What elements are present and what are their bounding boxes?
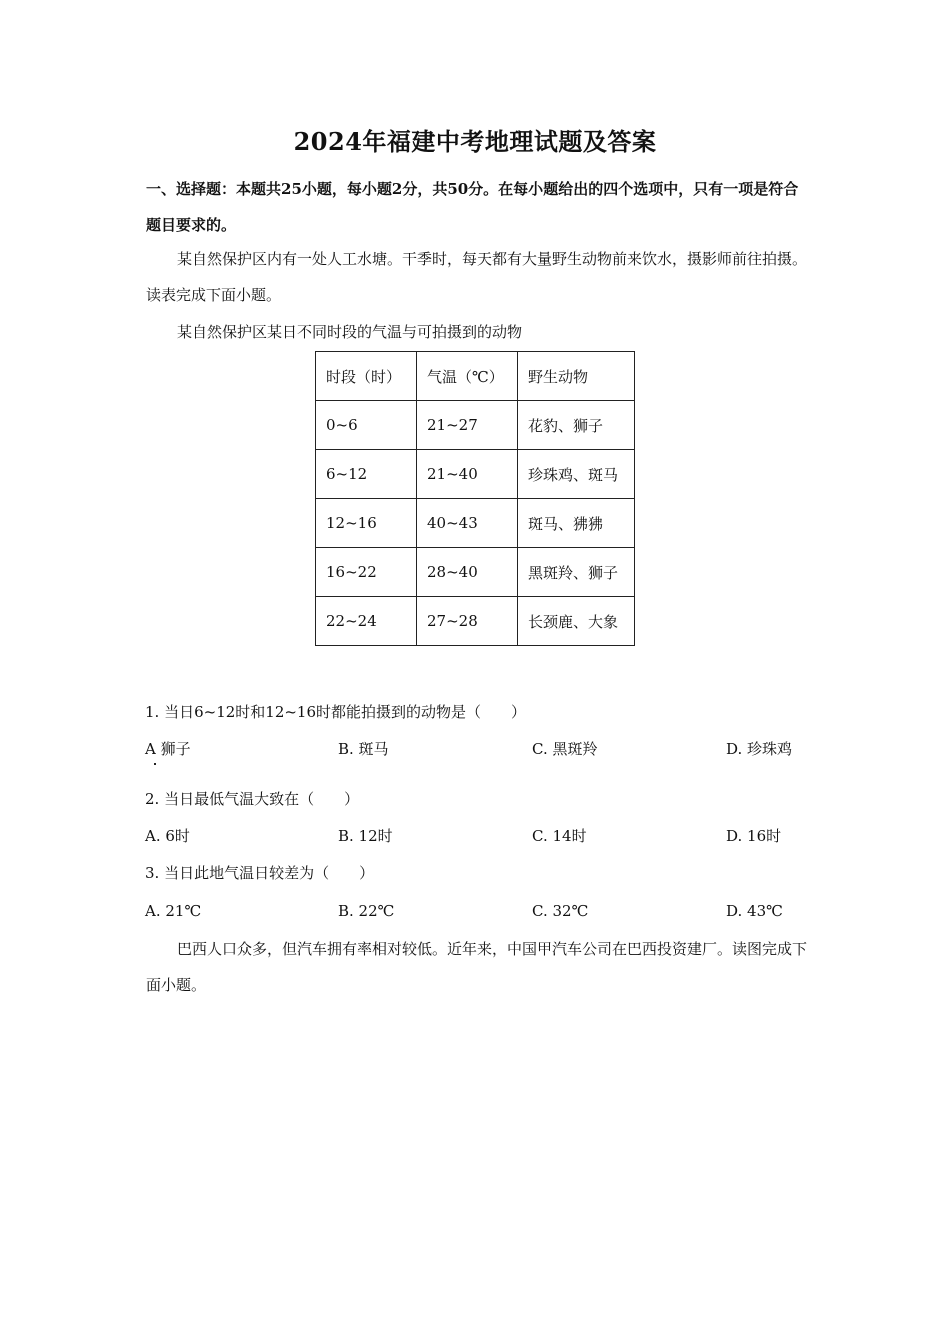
table-cell: 6~12: [316, 450, 417, 499]
question-2-option-a: A. 6时: [145, 827, 190, 845]
table-cell: 21~27: [417, 401, 518, 450]
question-3-option-c: C. 32℃: [532, 902, 589, 920]
question-2-option-b: B. 12时: [338, 827, 393, 845]
table-header-cell: 气温（℃）: [417, 352, 518, 401]
question-1-option-c: C. 黑斑羚: [532, 740, 598, 758]
table-row: [316, 401, 635, 450]
table-caption: 某自然保护区某日不同时段的气温与可拍摄到的动物: [177, 323, 523, 341]
question-3-option-d: D. 43℃: [726, 902, 783, 920]
page-title: 2024年福建中考地理试题及答案: [293, 127, 657, 156]
table-header-cell: 时段（时）: [316, 352, 417, 401]
table-cell: 22~24: [316, 597, 417, 646]
table-cell: 黑斑羚、狮子: [518, 548, 635, 597]
section-heading: 一、选择题：本题共25小题，每小题2分，共50分。在每小题给出的四个选项中，只有一项是符合题目要求的。: [146, 180, 799, 234]
intro-paragraph: 某自然保护区内有一处人工水塘。干季时，每天都有大量野生动物前来饮水，摄影师前往拍摄。读表完成下面小题。: [146, 250, 808, 304]
table-cell: 40~43: [417, 499, 518, 548]
table-cell: 12~16: [316, 499, 417, 548]
question-3-option-b: B. 22℃: [338, 902, 395, 920]
table-header-row: [316, 352, 635, 401]
question-2-option-c: C. 14时: [532, 827, 587, 845]
table-cell: 16~22: [316, 548, 417, 597]
question-1-option-b: B. 斑马: [338, 740, 389, 758]
table-cell: 21~40: [417, 450, 518, 499]
question-1-option-a: A 狮子: [145, 740, 191, 758]
table-row: [316, 450, 635, 499]
table-header-cell: 野生动物: [518, 352, 635, 401]
question-2-options: [145, 825, 825, 847]
stray-dot-mark: [154, 763, 156, 765]
question-1-stem: 1. 当日6~12时和12~16时都能拍摄到的动物是（ ）: [145, 703, 527, 721]
closing-paragraph: 巴西人口众多，但汽车拥有率相对较低。近年来，中国甲汽车公司在巴西投资建厂。读图完成下面小题。: [146, 940, 808, 994]
table-cell: 0~6: [316, 401, 417, 450]
table-row: [316, 499, 635, 548]
temperature-animal-table: [315, 351, 635, 646]
question-2-stem: 2. 当日最低气温大致在（ ）: [145, 790, 360, 808]
table-cell: 长颈鹿、大象: [518, 597, 635, 646]
table-cell: 28~40: [417, 548, 518, 597]
table-cell: 珍珠鸡、斑马: [518, 450, 635, 499]
question-3-options: [145, 900, 825, 922]
question-2-option-d: D. 16时: [726, 827, 782, 845]
table-cell: 斑马、狒狒: [518, 499, 635, 548]
table-row: [316, 597, 635, 646]
question-1-options: [145, 738, 825, 760]
table-row: [316, 548, 635, 597]
question-1-option-d: D. 珍珠鸡: [726, 740, 793, 758]
question-3-option-a: A. 21℃: [145, 902, 202, 920]
table-cell: 花豹、狮子: [518, 401, 635, 450]
table-cell: 27~28: [417, 597, 518, 646]
question-3-stem: 3. 当日此地气温日较差为（ ）: [145, 864, 375, 882]
